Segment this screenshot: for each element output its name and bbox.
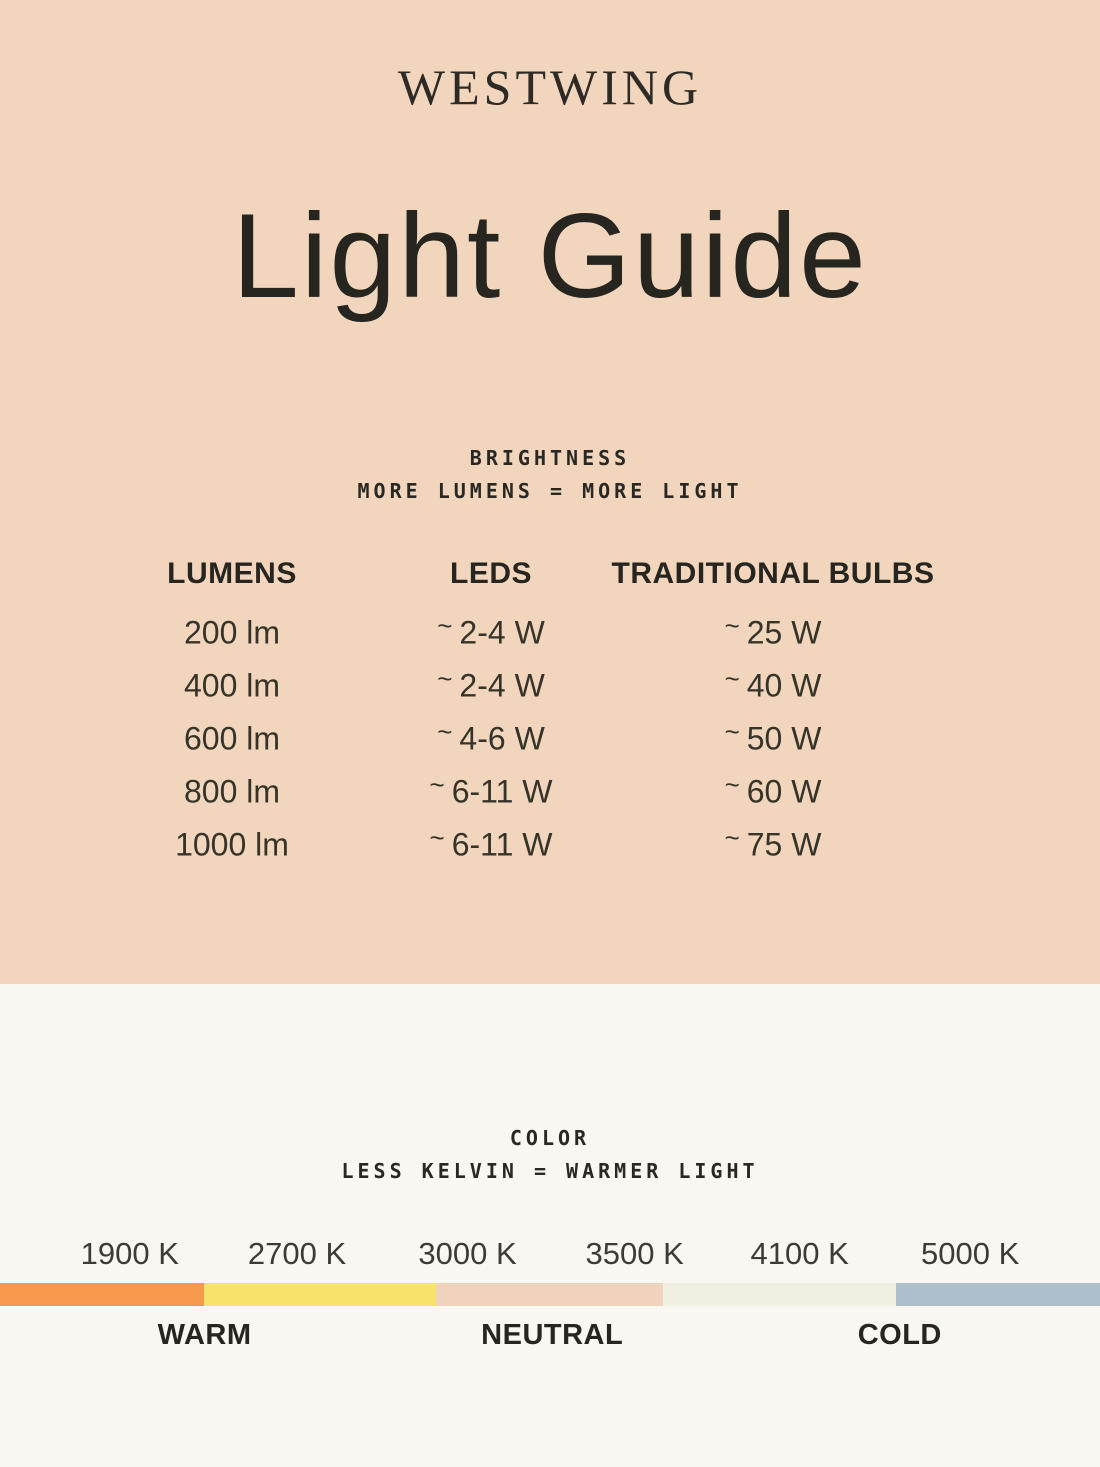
column-header-traditional-bulbs: TRADITIONAL BULBS [611, 557, 935, 590]
color-intro [0, 984, 1100, 1188]
approx-symbol: ~ [724, 663, 740, 693]
scale-segment-neutral-cream [663, 1283, 896, 1306]
bulbs-value: ~ 75 W [724, 822, 822, 862]
bulbs-value: ~ 40 W [724, 663, 822, 703]
approx-symbol: ~ [437, 663, 453, 693]
approx-symbol: ~ [724, 716, 740, 746]
kelvin-labels-row [0, 1237, 1100, 1271]
approx-symbol: ~ [724, 610, 740, 640]
kelvin-label: 3000 K [418, 1236, 517, 1271]
kelvin-label: 3500 K [585, 1236, 684, 1271]
leds-value: ~ 2-4 W [437, 610, 545, 650]
scale-segment-cold-blue [896, 1283, 1100, 1306]
table-row [0, 659, 1100, 712]
lumens-value: 1000 lm [175, 826, 289, 862]
leds-value: ~ 6-11 W [429, 769, 553, 809]
brand-logo: WESTWING [397, 59, 703, 115]
leds-value: ~ 2-4 W [437, 663, 545, 703]
lumens-value: 800 lm [183, 773, 281, 809]
lumens-value: 200 lm [183, 614, 281, 650]
zone-label-neutral: NEUTRAL [481, 1319, 624, 1351]
leds-value: ~ 6-11 W [429, 822, 553, 862]
brightness-subheading: MORE LUMENS = MORE LIGHT [357, 479, 743, 503]
scale-segment-warm-yellow [204, 1283, 436, 1306]
scale-segment-neutral-peach [436, 1283, 664, 1306]
table-row [0, 818, 1100, 871]
color-section [0, 984, 1100, 1467]
column-header-lumens: LUMENS [167, 557, 297, 590]
color-subheading: LESS KELVIN = WARMER LIGHT [341, 1159, 759, 1183]
leds-value: ~ 4-6 W [437, 716, 545, 756]
kelvin-label: 1900 K [80, 1236, 179, 1271]
kelvin-label: 5000 K [921, 1236, 1020, 1271]
page-title: Light Guide [232, 189, 868, 323]
zone-label-warm: WARM [157, 1319, 252, 1351]
approx-symbol: ~ [429, 822, 445, 852]
kelvin-label: 4100 K [750, 1236, 849, 1271]
color-heading: COLOR [509, 1126, 591, 1150]
scale-segment-warm-orange [0, 1283, 204, 1306]
kelvin-label: 2700 K [247, 1236, 347, 1271]
bulbs-value: ~ 50 W [724, 716, 822, 756]
lumens-value: 600 lm [183, 720, 281, 756]
approx-symbol: ~ [724, 822, 740, 852]
zone-label-cold: COLD [857, 1319, 942, 1351]
column-header-leds: LEDS [449, 557, 533, 590]
brightness-intro [0, 442, 1100, 508]
table-row [0, 712, 1100, 765]
table-row [0, 765, 1100, 818]
approx-symbol: ~ [437, 610, 453, 640]
table-row [0, 606, 1100, 659]
approx-symbol: ~ [437, 716, 453, 746]
bulbs-value: ~ 25 W [724, 610, 822, 650]
table-header-row [0, 550, 1100, 598]
lumens-watts-table [0, 550, 1100, 871]
temperature-zones-row [0, 1320, 1100, 1350]
brightness-heading: BRIGHTNESS [469, 446, 631, 470]
approx-symbol: ~ [724, 769, 740, 799]
lumens-value: 400 lm [183, 667, 281, 703]
bulbs-value: ~ 60 W [724, 769, 822, 809]
kelvin-scale-bar [0, 1283, 1100, 1306]
approx-symbol: ~ [429, 769, 445, 799]
